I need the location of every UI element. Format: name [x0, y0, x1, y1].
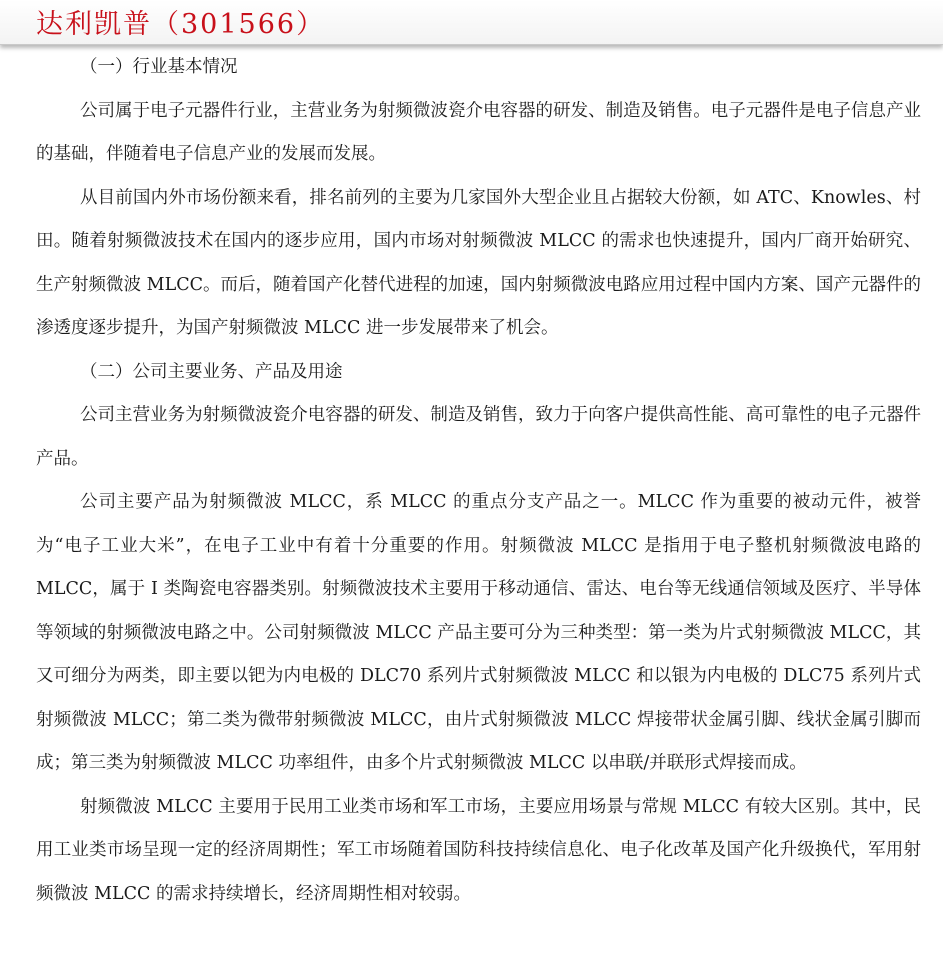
document-body — [36, 46, 921, 916]
section-heading-business: （二）公司主要业务、产品及用途 — [80, 361, 343, 382]
section-heading-industry: （一）行业基本情况 — [80, 57, 238, 77]
paragraph-main-business: 公司主营业务为射频微波瓷介电容器的研发、制造及销售，致力于向客户提供高性能、高可靠性的电子元器件产品。 — [36, 405, 921, 469]
paragraph-market-share: 从目前国内外市场份额来看，排名前列的主要为几家国外大型企业且占据较大份额，如 ATC、Knowles、村田。随着射频微波技术在国内的逐步应用，国内市场对射频微波 MLCC 的需求也快速提升，国内厂商开始研究、生产射频微波 MLCC。而后，随着国产化替代进程的加速，国内射频微波电路应用过程中国内方案、国产元器件的渗透度逐步提升，为国产射频微波 MLCC 进一步发展带来了机会。 — [36, 187, 921, 338]
header-bar — [0, 0, 943, 45]
paragraph-main-products: 公司主要产品为射频微波 MLCC，系 MLCC 的重点分支产品之一。MLCC 作为重要的被动元件，被誉为“电子工业大米”，在电子工业中有着十分重要的作用。射频微波 MLCC 是指用于电子整机射频微波电路的 MLCC，属于 I 类陶瓷电容器类别。射频微波技术主要用于移动通信、雷达、电台等无线通信领域及医疗、半导体等领域的射频微波电路之中。公司射频微波 MLCC 产品主要可分为三种类型：第一类为片式射频微波 MLCC，其又可细分为两类，即主要以钯为内电极的 DLC70 系列片式射频微波 MLCC 和以银为内电极的 DLC75 系列片式射频微波 MLCC；第二类为微带射频微波 MLCC，由片式射频微波 MLCC 焊接带状金属引脚、线状金属引脚而成；第三类为射频微波 MLCC 功率组件，由多个片式射频微波 MLCC 以串联/并联形式焊接而成。 — [36, 492, 921, 773]
paragraph-applications: 射频微波 MLCC 主要用于民用工业类市场和军工市场，主要应用场景与常规 MLCC 有较大区别。其中，民用工业类市场呈现一定的经济周期性；军工市场随着国防科技持续信息化、电子化改革及国产化升级换代，军用射频微波 MLCC 的需求持续增长，经济周期性相对较弱。 — [36, 796, 921, 904]
paragraph-industry-overview: 公司属于电子元器件行业，主营业务为射频微波瓷介电容器的研发、制造及销售。电子元器件是电子信息产业的基础，伴随着电子信息产业的发展而发展。 — [36, 100, 921, 164]
company-title: 达利凯普（301566） — [36, 9, 326, 40]
